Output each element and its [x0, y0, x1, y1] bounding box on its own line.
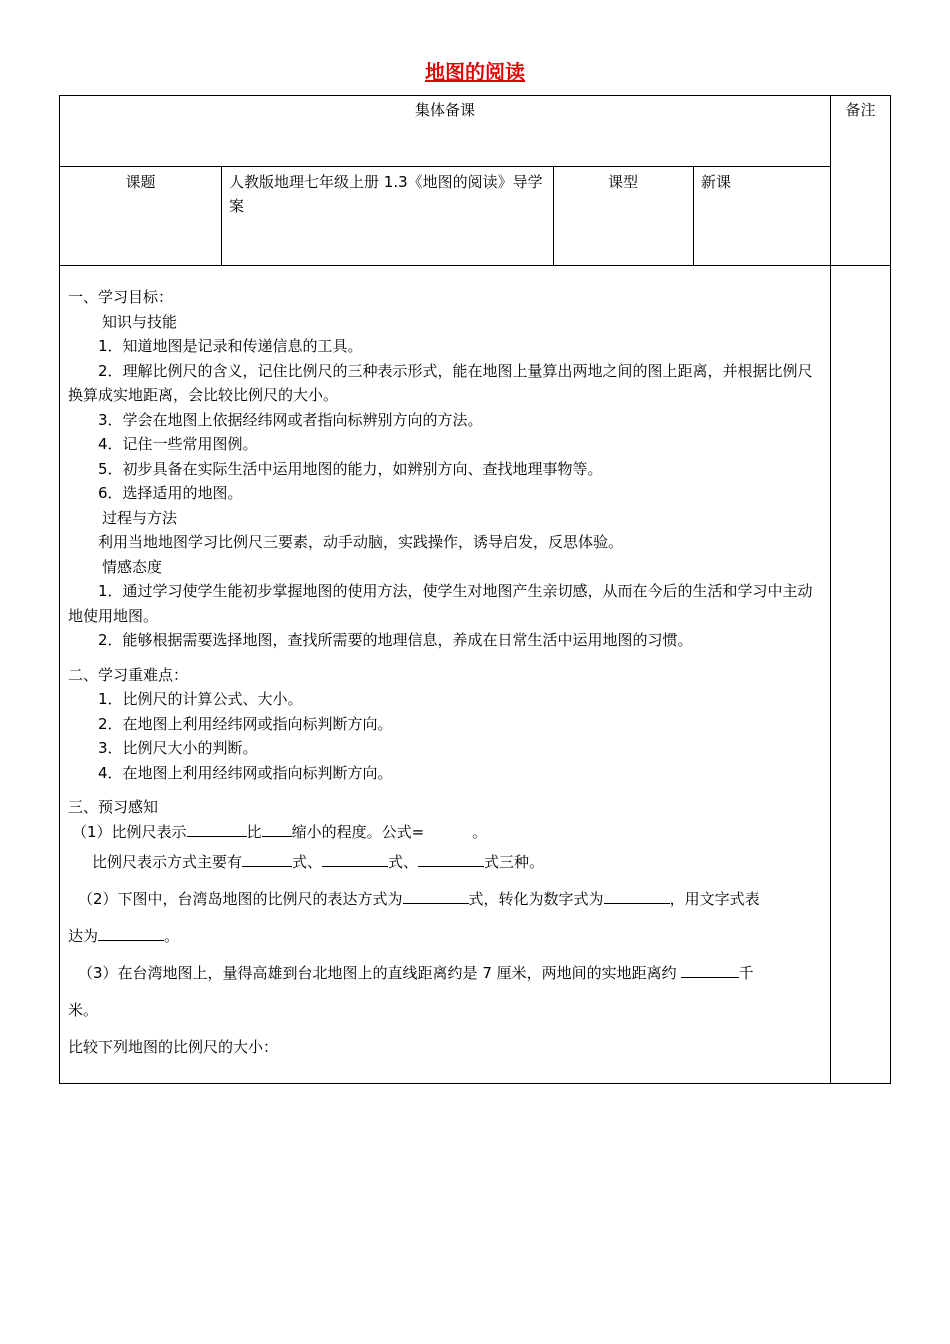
preview-question-1b [68, 844, 826, 881]
row-divider-1 [60, 166, 830, 167]
fill-blank[interactable] [98, 924, 164, 941]
difficulty-item: 4．在地图上利用经纬网或指向标判断方向。 [98, 763, 393, 782]
q1b-text-d: 式三种。 [484, 853, 545, 871]
difficulty-item: 1．比例尺的计算公式、大小。 [98, 690, 303, 708]
prep-header: 集体备课 [414, 101, 475, 119]
compare-prompt: 比较下列地图的比例尺的大小： [68, 1038, 279, 1056]
fill-blank[interactable] [262, 820, 292, 837]
q3-text-a: （3）在台湾地图上，量得高雄到台北地图上的直线距离约是 7 厘米，两地间的实地距离约 [78, 964, 677, 982]
objective-item: 4．记住一些常用图例。 [98, 435, 258, 453]
preview-question-2-cont [68, 918, 826, 955]
objective-item: 3．学会在地图上依据经纬网或者指向标辨别方向的方法。 [98, 410, 483, 429]
topic-divider-1 [221, 166, 222, 265]
q1b-text-a: 比例尺表示方式主要有 [92, 853, 243, 871]
section3-heading: 三、预习感知 [68, 798, 159, 816]
emotion-heading: 情感态度 [102, 557, 163, 576]
note-header: 备注 [845, 101, 876, 119]
q1-text-c: 缩小的程度。公式= [291, 822, 425, 841]
fill-blank[interactable] [242, 850, 292, 867]
topic-value: 人教版地理七年级上册 1.3《地图的阅读》导学案 [229, 173, 543, 215]
q2-text-e: 。 [164, 927, 180, 945]
q2-text-a: （2）下图中，台湾岛地图的比例尺的表达方式为 [78, 890, 403, 908]
fill-blank[interactable] [604, 887, 670, 904]
objective-item: 5．初步具备在实际生活中运用地图的能力，如辨别方向、查找地理事物等。 [98, 459, 603, 478]
process-item: 利用当地地图学习比例尺三要素，动手动脑，实践操作，诱导启发，反思体验。 [98, 533, 624, 551]
q1-text-b: 比 [246, 822, 262, 841]
q2-text-c: ，用文字式表 [669, 890, 760, 908]
preview-question-3-cont: 米。 [68, 1001, 99, 1019]
q1b-text-b: 式、 [292, 853, 323, 871]
knowledge-heading: 知识与技能 [102, 312, 178, 331]
document-title: 地图的阅读 [425, 60, 525, 84]
q2-text-b: 式，转化为数字式为 [468, 890, 604, 908]
q3-text-b: 千 [738, 964, 754, 982]
q1b-text-c: 式、 [388, 853, 419, 871]
emotion-item: 2．能够根据需要选择地图，查找所需要的地理信息，养成在日常生活中运用地图的习惯。 [98, 631, 693, 649]
objective-item: 6．选择适用的地图。 [98, 484, 243, 502]
row-divider-2 [60, 265, 891, 266]
type-value: 新课 [701, 173, 732, 191]
note-column-divider [830, 96, 831, 1083]
fill-blank[interactable] [681, 961, 739, 978]
emotion-item: 1．通过学习使学生能初步掌握地图的使用方法，使学生对地图产生亲切感，从而在今后的生活和学习中主动地使用地图。 [68, 582, 813, 625]
preview-question-1 [68, 820, 826, 845]
lesson-table [59, 95, 891, 1084]
objective-item: 1．知道地图是记录和传递信息的工具。 [98, 337, 363, 355]
topic-label: 课题 [125, 173, 156, 191]
type-label: 课型 [607, 173, 638, 191]
q1-text-d: 。 [472, 822, 488, 841]
fill-blank[interactable] [403, 887, 469, 904]
fill-blank[interactable] [418, 850, 484, 867]
difficulty-item: 3．比例尺大小的判断。 [98, 739, 258, 757]
preview-question-3 [68, 955, 826, 992]
q1-text-a: （1）比例尺表示 [72, 822, 187, 841]
fill-blank[interactable] [322, 850, 388, 867]
difficulty-item: 2．在地图上利用经纬网或指向标判断方向。 [98, 714, 393, 733]
objective-item: 2．理解比例尺的含义，记住比例尺的三种表示形式，能在地图上量算出两地之间的图上距离，并根据比例尺换算成实地距离，会比较比例尺的大小。 [68, 361, 813, 404]
section1-heading: 一、学习目标： [68, 288, 174, 306]
fill-blank[interactable] [187, 820, 247, 837]
process-heading: 过程与方法 [102, 508, 178, 527]
preview-question-2 [68, 881, 826, 918]
section2-heading: 二、学习重难点： [68, 665, 189, 684]
topic-divider-3 [693, 166, 694, 265]
q2-text-d: 达为 [68, 927, 99, 945]
lesson-body [68, 285, 826, 1066]
